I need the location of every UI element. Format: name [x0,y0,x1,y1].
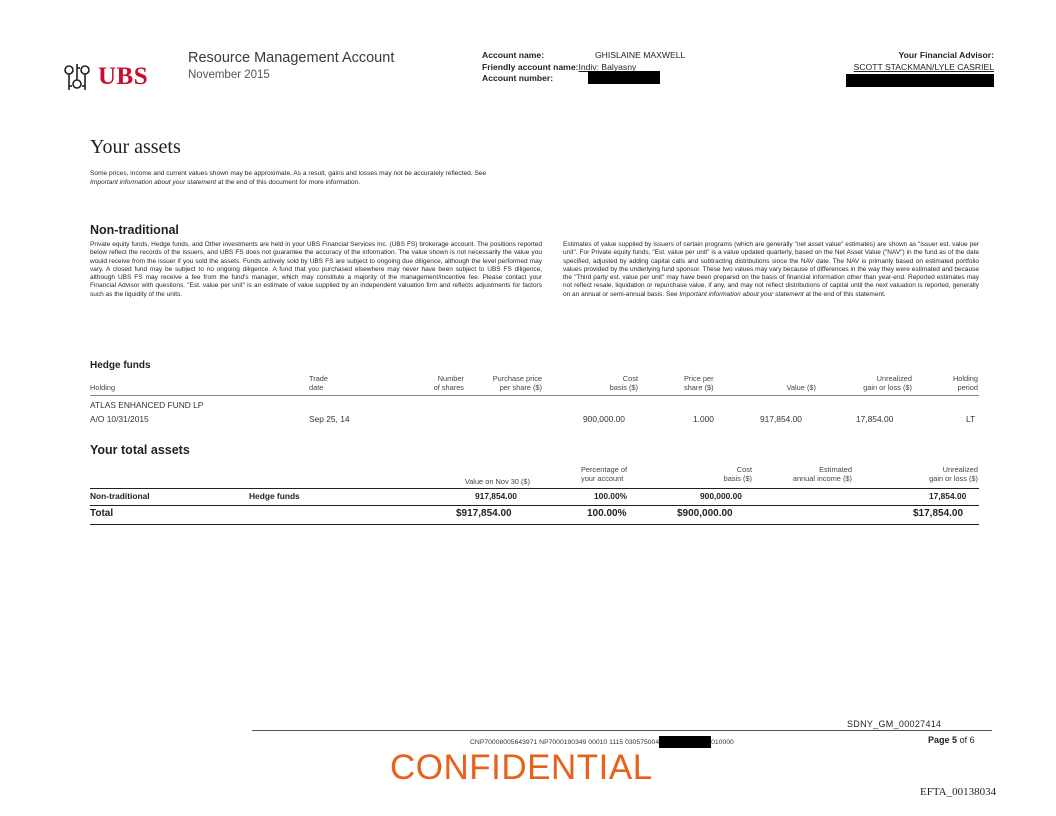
col-number-of-shares: Number of shares [433,374,464,392]
account-name-row [482,50,685,62]
account-number-label: Account number: [482,73,554,83]
account-number-redaction [588,71,660,84]
ubs-keys-icon [60,62,94,92]
row-rule [90,505,979,506]
col-price-per-share: Price per share ($) [684,374,714,392]
row-cost-basis: 900,000.00 [700,491,742,501]
assets-intro [90,170,510,187]
your-assets-heading: Your assets [90,136,181,158]
ubs-wordmark: UBS [98,63,149,90]
ubs-logo [60,62,148,92]
account-name-label: Account name: [482,50,545,60]
tot-col-cost-basis: Cost basis ($) [723,465,752,483]
col-holding: Holding [90,383,116,392]
efta-number: EFTA_00138034 [920,786,997,798]
bates-number: SDNY_GM_00027414 [847,719,942,729]
confidential-stamp: CONFIDENTIAL [390,748,653,787]
non-traditional-paragraph-left: Private equity funds, Hedge funds, and Other investments are held in your UBS Financial Services Inc. (UBS FS) brokerage account. The positions reported below reflect the records of the issuers, and UBS FS does not guarantee the accuracy of the information. The value shown is not necessarily the value you would receive from the issuer if you sold the assets. Funds actively sold by UBS FS are subject to ongoing due diligence, although the level performed may vary. A closed fund may be subject to no ongoing diligence. A fund that you purchased elsewhere may never have been subject to UBS FS diligence, although UBS FS may receive a fee from the fund's manager, which may constitute a majority of the management/incentive fee. Please contact your Financial Advisor with questions. "Est. value per unit" is an estimate of value supplied by an independent valuation firm and reflects adjustments for factors such as the liquidity of the units. [90,241,542,298]
fund-name: ATLAS ENHANCED FUND LP [90,400,204,410]
advisor-redaction-row [846,74,994,91]
total-percentage: 100.00% [587,508,627,519]
total-value: $917,854.00 [456,508,512,519]
row-subcategory: Hedge funds [249,491,300,501]
footer-code [470,736,734,748]
col-cost-basis: Cost basis ($) [609,374,638,392]
fund-cost-basis: 900,000.00 [583,414,625,424]
total-assets-heading: Your total assets [90,443,190,457]
total-bottom-rule [90,524,979,525]
account-info [482,50,685,85]
fund-trade-date: Sep 25, 14 [309,414,350,424]
tot-col-percentage: Percentage of your account [581,465,628,483]
intro-text-pre: Some prices, income and current values shown may be approximate. As a result, gains and losses may not be accurately reflected. See [90,170,487,177]
page-total: of 6 [959,735,975,745]
advisor-redaction [846,74,994,87]
col-purchase-price: Purchase price per share ($) [492,374,542,392]
row-percentage: 100.00% [594,491,628,501]
fund-asof: A/O 10/31/2015 [90,414,149,424]
col-value: Value ($) [786,383,816,392]
advisor-label: Your Financial Advisor: [898,50,994,60]
tot-col-income: Estimated annual income ($) [792,465,852,483]
row-category: Non-traditional [90,491,150,501]
col-unrealized: Unrealized gain or loss ($) [863,374,912,392]
page-label: Page [928,735,950,745]
friendly-name-label: Friendly account name: [482,61,579,72]
page-number [928,735,975,745]
footer-rule [252,730,992,731]
intro-text-italic: Important information about your statement [90,178,217,186]
row-value: 917,854.00 [475,491,517,501]
statement-period: November 2015 [188,69,270,81]
para-right-italic: Important information about your statement [679,290,804,298]
para-right-post: at the end of this statement. [803,290,886,298]
col-trade-date: Trade date [309,374,329,392]
footer-code-pre: CNP70008005643971 NP7000190349 00010 1115 030575004 [470,738,660,746]
friendly-name-value: Indiv: Balyasny [578,61,637,72]
footer-code-redaction [659,736,711,748]
row-unrealized: 17,854.00 [929,491,967,501]
fund-unrealized: 17,854.00 [856,414,894,424]
total-cost-basis: $900,000.00 [677,508,733,519]
non-traditional-paragraph-right [563,241,979,299]
account-number-row [482,73,685,85]
total-label: Total [90,508,114,519]
account-name-value: GHISLAINE MAXWELL [595,50,686,60]
advisor-names: SCOTT STACKMAN/LYLE CASRIEL [853,61,994,72]
fund-holding-period: LT [966,414,976,424]
non-traditional-heading: Non-traditional [90,223,179,237]
tot-col-unrealized: Unrealized gain or loss ($) [929,465,978,483]
fund-value: 917,854.00 [760,414,802,424]
para-right-pre: Estimates of value supplied by issuers of certain programs (which are generally "net asset value" estimates) are shown as "issuer est. value per unit". For Private equity funds, "Est. value per unit" is a value updated quarterly, based on the Net Asset Value ("NAV") in the fund as of the date specified, adjusted by adding capital calls and subtracting distributions since the NAV date. The NAV is primarily based on estimated portfolio values provided by the underlying fund sponsor. These two values may vary because of differences in the way they were estimated and because the "Third party est. value per unit" may have been prepared on the basis of financial information other than year-end. Reported estimates may not reflect resale, liquidation or repurchase value, if any, and may not reflect distributions of capital until the next valuation is reported, generally on an annual or semi-annual basis. See [563,241,979,298]
hedge-funds-heading: Hedge funds [90,360,151,371]
footer-code-post: 010000 [711,738,734,746]
financial-advisor [846,50,994,91]
fund-price-per-share: 1.000 [693,414,714,424]
total-header-rule [90,488,979,489]
tot-col-value: Value on Nov 30 ($) [464,477,530,486]
statement-title: Resource Management Account [188,50,395,66]
total-unrealized: $17,854.00 [913,508,964,519]
page-current: 5 [952,735,958,745]
intro-text-post: at the end of this document for more information. [216,178,361,186]
col-holding-period: Holding period [952,374,978,392]
hedge-header-rule [90,395,979,396]
